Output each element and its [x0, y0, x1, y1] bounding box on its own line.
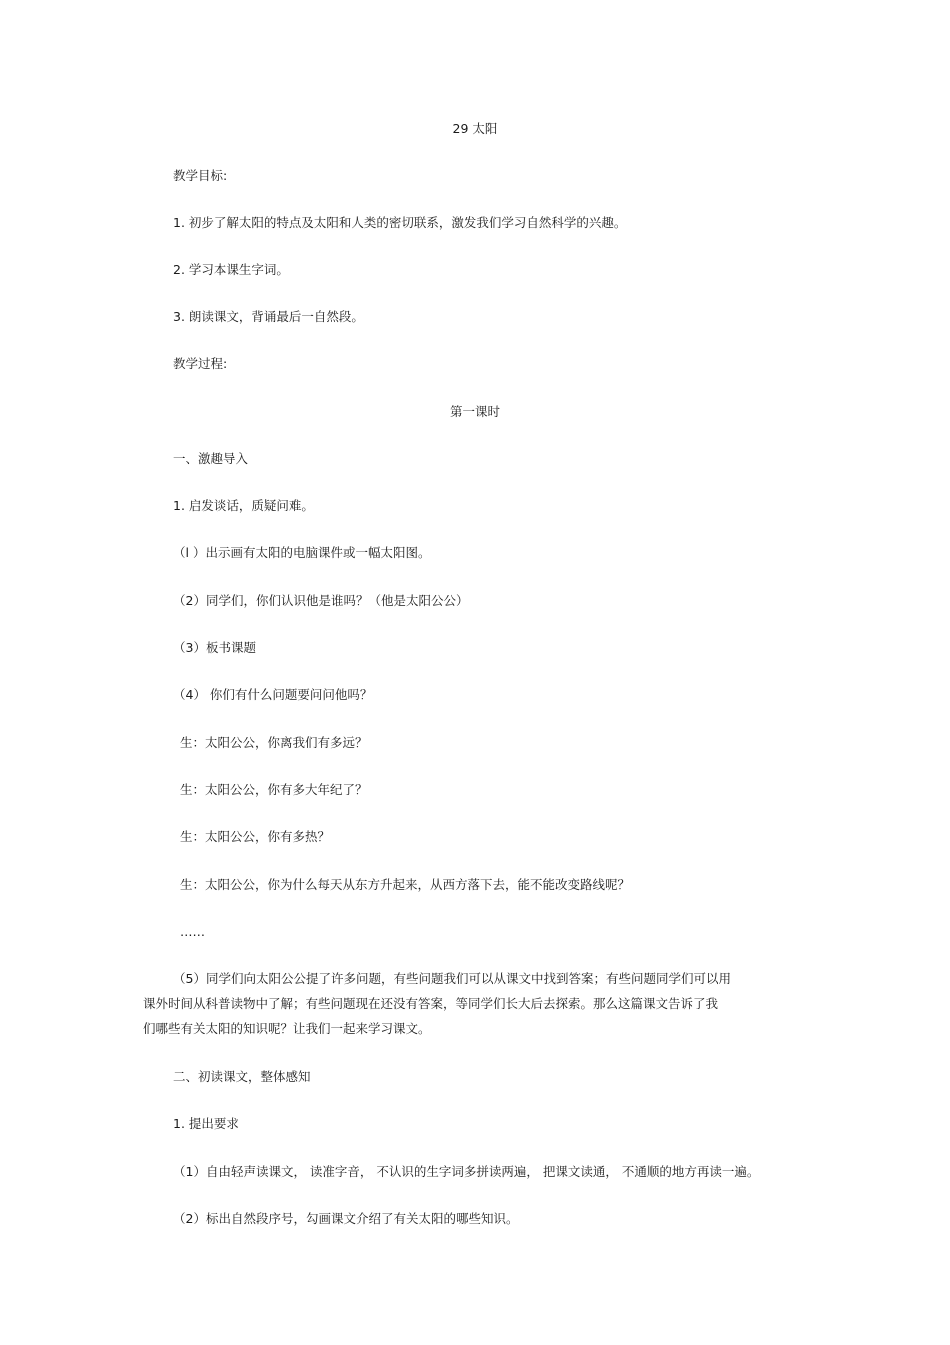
objectives-heading: 教学目标: [173, 168, 228, 183]
process-heading: 教学过程: [173, 356, 228, 371]
dialogue-line: 生：太阳公公，你有多大年纪了？ [180, 782, 368, 797]
paragraph-line: 课外时间从科普读物中了解；有些问题现在还没有答案，等同学们长大后去探索。那么这篇课文告诉了我 [143, 996, 719, 1011]
dialogue-line: 生：太阳公公，你为什么每天从东方升起来，从西方落下去，能不能改变路线呢？ [180, 877, 631, 892]
objective-item: 1. 初步了解太阳的特点及太阳和人类的密切联系，激发我们学习自然科学的兴趣。 [173, 215, 627, 230]
sub-item: （3）板书课题 [173, 640, 256, 655]
paragraph-line: （5）同学们向太阳公公提了许多问题，有些问题我们可以从课文中找到答案；有些问题同学们可以用 [173, 971, 731, 986]
ellipsis: …… [180, 924, 205, 939]
sub-item: （2）同学们，你们认识他是谁吗？（他是太阳公公） [173, 593, 469, 608]
objective-item: 2. 学习本课生字词。 [173, 262, 289, 277]
period-heading: 第一课时 [449, 404, 500, 419]
sub-item: （4） 你们有什么问题要问问他吗？ [173, 687, 373, 702]
dialogue-line: 生：太阳公公，你离我们有多远？ [180, 735, 368, 750]
paragraph-line: 们哪些有关太阳的知识呢？让我们一起来学习课文。 [143, 1021, 431, 1036]
dialogue-line: 生：太阳公公，你有多热？ [180, 829, 331, 844]
list-item: 1. 启发谈话，质疑问难。 [173, 498, 314, 513]
lesson-title-heading: 29 太阳 [452, 121, 498, 136]
section-heading: 一、激趣导入 [173, 451, 249, 466]
sub-item: （2）标出自然段序号，勾画课文介绍了有关太阳的哪些知识。 [173, 1211, 519, 1226]
sub-item: （l ）出示画有太阳的电脑课件或一幅太阳图。 [173, 545, 431, 560]
section-heading: 二、初读课文，整体感知 [173, 1069, 311, 1084]
sub-item: （1）自由轻声读课文， 读准字音， 不认识的生字词多拼读两遍， 把课文读通， 不通顺的地方再读一遍。 [173, 1164, 760, 1179]
objective-item: 3. 朗读课文，背诵最后一自然段。 [173, 309, 364, 324]
list-item: 1. 提出要求 [173, 1116, 239, 1131]
